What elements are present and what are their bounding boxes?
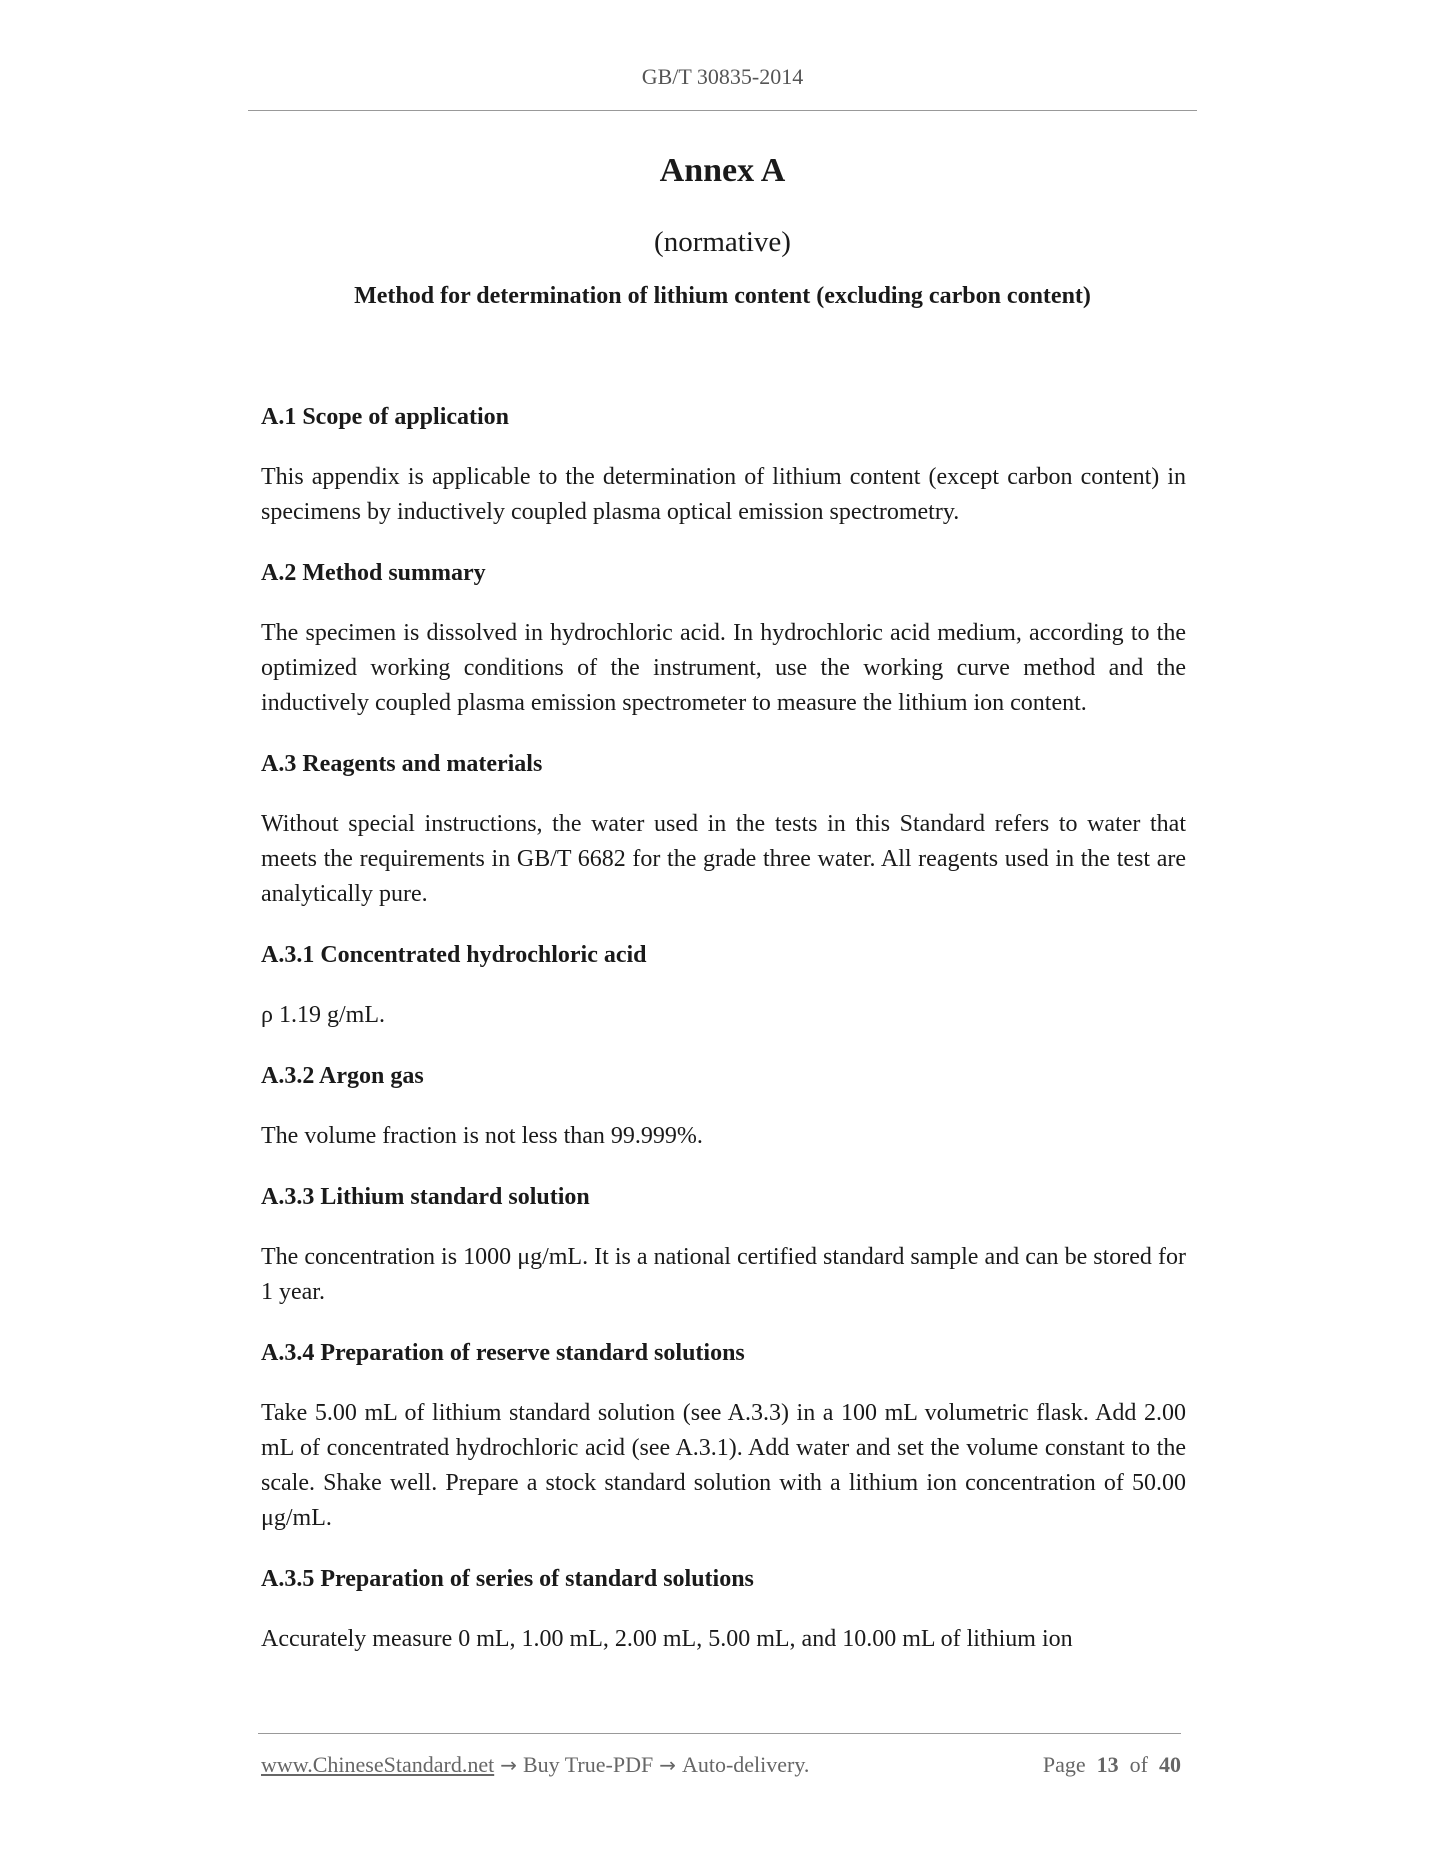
document-body xyxy=(261,400,1186,1657)
page-current: 13 xyxy=(1096,1752,1119,1777)
section-text-a3-2: The volume fraction is not less than 99.999%. xyxy=(261,1123,703,1149)
section-heading-a3-2: A.3.2 Argon gas xyxy=(261,1063,424,1089)
section-heading-a3-4: A.3.4 Preparation of reserve standard solutions xyxy=(261,1340,745,1366)
section-heading-a3-3: A.3.3 Lithium standard solution xyxy=(261,1184,590,1210)
section-text-a2: The specimen is dissolved in hydrochloric acid. In hydrochloric acid medium, according to the optimized working conditions of the instrument, use the working curve method and the inductively coupled plasma emission spectrometer to measure the lithium ion content. xyxy=(261,620,1186,716)
annex-heading: Method for determination of lithium content (excluding carbon content) xyxy=(354,283,1091,309)
page-header: GB/T 30835-2014 xyxy=(641,64,804,89)
footer-promo xyxy=(261,1752,809,1778)
page-of-label: of xyxy=(1129,1752,1148,1777)
section-text-a3-3: The concentration is 1000 μg/mL. It is a national certified standard sample and can be stored for 1 year. xyxy=(261,1244,1186,1305)
section-text-a3-1: ρ 1.19 g/mL. xyxy=(261,1002,385,1028)
section-text-a1: This appendix is applicable to the determination of lithium content (except carbon content) in specimens by inductively coupled plasma optical emission spectrometry. xyxy=(261,464,1186,525)
page-number xyxy=(1043,1752,1181,1778)
annex-title: Annex A xyxy=(659,152,786,189)
section-heading-a3-1: A.3.1 Concentrated hydrochloric acid xyxy=(261,942,647,968)
header-divider xyxy=(248,110,1197,111)
section-text-a3: Without special instructions, the water used in the tests in this Standard refers to water that meets the requirements in GB/T 6682 for the grade three water. All reagents used in the test are analytically pure. xyxy=(261,811,1186,907)
section-heading-a3-5: A.3.5 Preparation of series of standard solutions xyxy=(261,1566,754,1592)
section-heading-a3: A.3 Reagents and materials xyxy=(261,751,543,777)
section-text-a3-5: Accurately measure 0 mL, 1.00 mL, 2.00 mL, 5.00 mL, and 10.00 mL of lithium ion xyxy=(261,1626,1073,1652)
website-link[interactable]: www.ChineseStandard.net xyxy=(261,1752,495,1777)
buy-pdf-text: Buy True-PDF xyxy=(522,1752,654,1777)
section-heading-a1: A.1 Scope of application xyxy=(261,404,510,430)
arrow-right-icon: → xyxy=(659,1753,676,1777)
section-text-a3-4: Take 5.00 mL of lithium standard solution (see A.3.3) in a 100 mL volumetric flask. Add 2.00 mL of concentrated hydrochloric acid (see A.3.1). Add water and set the volume constant to the scale. Shake well. Prepare a stock standard solution with a lithium ion concentration of 50.00 μg/mL. xyxy=(261,1400,1186,1531)
page-footer xyxy=(261,1752,1181,1778)
annex-type: (normative) xyxy=(654,226,791,258)
section-heading-a2: A.2 Method summary xyxy=(261,560,486,586)
footer-divider xyxy=(258,1733,1181,1734)
page-label: Page xyxy=(1042,1752,1086,1777)
arrow-right-icon: → xyxy=(500,1753,517,1777)
auto-delivery-text: Auto-delivery. xyxy=(681,1752,810,1777)
page-total: 40 xyxy=(1159,1752,1181,1777)
